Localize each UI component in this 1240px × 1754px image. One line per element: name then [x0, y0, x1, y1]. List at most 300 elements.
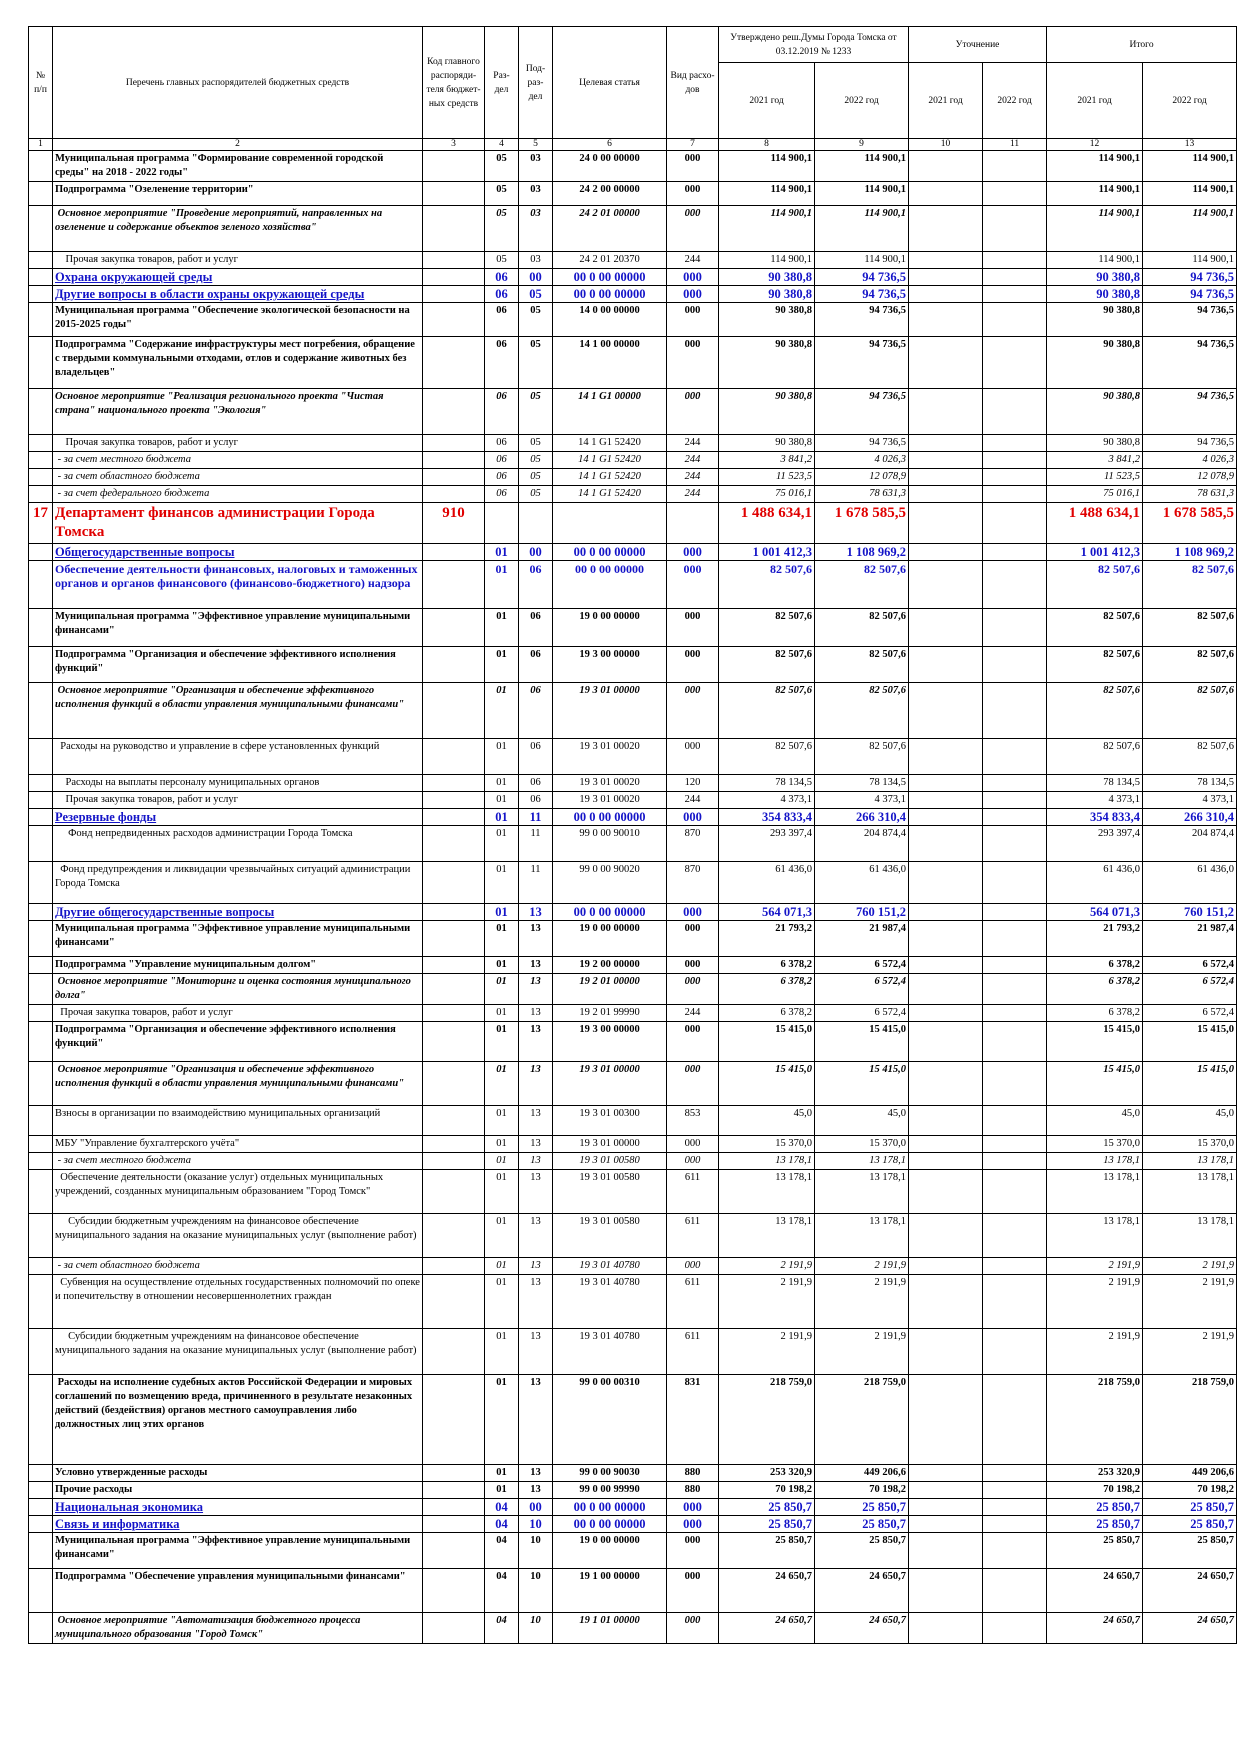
- row-number: [29, 544, 53, 561]
- row-kod: [423, 1106, 485, 1136]
- row-kod: [423, 206, 485, 252]
- row-vid: 000: [667, 561, 719, 609]
- row-utoch-2022: [983, 1214, 1047, 1258]
- row-kod: [423, 1499, 485, 1516]
- row-podrazdel: 13: [519, 1136, 553, 1153]
- row-itogo-2022: 15 415,0: [1143, 1022, 1237, 1062]
- table-row: [29, 683, 1237, 739]
- row-itogo-2022: 4 026,3: [1143, 452, 1237, 469]
- row-kod: [423, 775, 485, 792]
- row-utoch-2021: [909, 862, 983, 904]
- row-kod: [423, 1275, 485, 1329]
- row-number: [29, 792, 53, 809]
- row-podrazdel: 10: [519, 1613, 553, 1644]
- row-number: [29, 151, 53, 182]
- table-row: [29, 337, 1237, 389]
- row-number: [29, 452, 53, 469]
- row-number: [29, 269, 53, 286]
- row-number: [29, 1569, 53, 1613]
- row-utoch-2021: [909, 1516, 983, 1533]
- row-number: [29, 1499, 53, 1516]
- row-podrazdel: 11: [519, 826, 553, 862]
- table-row: [29, 303, 1237, 337]
- table-row: [29, 792, 1237, 809]
- table-row: [29, 921, 1237, 957]
- row-utoch-2022: [983, 1153, 1047, 1170]
- row-kod: [423, 1258, 485, 1275]
- row-utoch-2021: [909, 389, 983, 435]
- row-itogo-2021: 82 507,6: [1047, 683, 1143, 739]
- column-number: 13: [1143, 139, 1237, 151]
- row-utv-2021: 82 507,6: [719, 609, 815, 647]
- row-number: [29, 683, 53, 739]
- row-vid: 244: [667, 792, 719, 809]
- row-itogo-2022: 94 736,5: [1143, 303, 1237, 337]
- row-celevaya: 00 0 00 00000: [553, 561, 667, 609]
- row-name: Связь и информатика: [53, 1516, 423, 1533]
- row-name: Расходы на исполнение судебных актов Российской Федерации и мировых соглашений по возмещению вреда, причиненного в результате незаконных действий (бездействия) органов местного самоуправления либо должностных лиц этих органов: [53, 1375, 423, 1465]
- row-utv-2022: 24 650,7: [815, 1613, 909, 1644]
- row-vid: 611: [667, 1275, 719, 1329]
- row-kod: [423, 1136, 485, 1153]
- row-itogo-2022: 94 736,5: [1143, 435, 1237, 452]
- row-name: Основное мероприятие "Организация и обеспечение эффективного исполнения функций в области управления муниципальными финансами": [53, 1062, 423, 1106]
- row-razdel: 06: [485, 269, 519, 286]
- row-utv-2022: 760 151,2: [815, 904, 909, 921]
- row-number: [29, 1136, 53, 1153]
- row-vid: 000: [667, 904, 719, 921]
- row-utoch-2022: [983, 1482, 1047, 1499]
- row-utoch-2021: [909, 1153, 983, 1170]
- row-kod: [423, 1153, 485, 1170]
- row-utoch-2022: [983, 974, 1047, 1005]
- row-utoch-2021: [909, 957, 983, 974]
- row-utoch-2021: [909, 1136, 983, 1153]
- row-utv-2021: 25 850,7: [719, 1533, 815, 1569]
- row-podrazdel: 13: [519, 921, 553, 957]
- table-row: [29, 269, 1237, 286]
- row-kod: [423, 1005, 485, 1022]
- row-razdel: 01: [485, 921, 519, 957]
- row-kod: [423, 1613, 485, 1644]
- row-celevaya: 24 2 01 00000: [553, 206, 667, 252]
- row-kod: [423, 1465, 485, 1482]
- row-celevaya: 19 3 00 00000: [553, 647, 667, 683]
- row-celevaya: 00 0 00 00000: [553, 1499, 667, 1516]
- row-vid: 000: [667, 286, 719, 303]
- row-podrazdel: 05: [519, 286, 553, 303]
- row-itogo-2022: 25 850,7: [1143, 1499, 1237, 1516]
- column-number: 11: [983, 139, 1047, 151]
- row-utv-2021: 25 850,7: [719, 1499, 815, 1516]
- row-itogo-2022: 82 507,6: [1143, 739, 1237, 775]
- row-kod: [423, 809, 485, 826]
- row-itogo-2021: 293 397,4: [1047, 826, 1143, 862]
- row-name: Муниципальная программа "Эффективное управление муниципальными финансами": [53, 1533, 423, 1569]
- row-kod: [423, 469, 485, 486]
- row-razdel: 01: [485, 974, 519, 1005]
- row-itogo-2022: 94 736,5: [1143, 286, 1237, 303]
- row-utoch-2022: [983, 739, 1047, 775]
- row-number: [29, 286, 53, 303]
- row-utv-2021: 61 436,0: [719, 862, 815, 904]
- table-row: [29, 1136, 1237, 1153]
- row-name: Резервные фонды: [53, 809, 423, 826]
- row-number: [29, 1482, 53, 1499]
- row-utv-2021: 2 191,9: [719, 1258, 815, 1275]
- row-utoch-2021: [909, 1482, 983, 1499]
- row-podrazdel: 13: [519, 1062, 553, 1106]
- row-utv-2021: 2 191,9: [719, 1329, 815, 1375]
- row-utoch-2022: [983, 647, 1047, 683]
- row-utv-2022: 13 178,1: [815, 1170, 909, 1214]
- row-number: 17: [29, 503, 53, 544]
- row-utv-2021: 90 380,8: [719, 435, 815, 452]
- row-utv-2022: 94 736,5: [815, 269, 909, 286]
- row-utv-2022: 82 507,6: [815, 739, 909, 775]
- row-vid: 244: [667, 252, 719, 269]
- row-utv-2022: 94 736,5: [815, 303, 909, 337]
- header-podrazdel: Под-раз-дел: [519, 27, 553, 139]
- column-number: 4: [485, 139, 519, 151]
- row-vid: 000: [667, 1062, 719, 1106]
- row-itogo-2022: 449 206,6: [1143, 1465, 1237, 1482]
- row-utv-2021: 82 507,6: [719, 739, 815, 775]
- row-utv-2021: 21 793,2: [719, 921, 815, 957]
- row-utv-2022: 266 310,4: [815, 809, 909, 826]
- row-utv-2022: 13 178,1: [815, 1153, 909, 1170]
- table-body: [29, 151, 1237, 1644]
- column-number: 1: [29, 139, 53, 151]
- row-vid: 000: [667, 1153, 719, 1170]
- row-itogo-2022: 6 572,4: [1143, 974, 1237, 1005]
- row-number: [29, 252, 53, 269]
- row-name: Условно утвержденные расходы: [53, 1465, 423, 1482]
- row-number: [29, 435, 53, 452]
- row-kod: [423, 1022, 485, 1062]
- table-row: [29, 1533, 1237, 1569]
- row-number: [29, 809, 53, 826]
- header-vid: Вид расхо-дов: [667, 27, 719, 139]
- row-number: [29, 1022, 53, 1062]
- row-utoch-2022: [983, 435, 1047, 452]
- row-celevaya: 19 3 01 00580: [553, 1170, 667, 1214]
- row-name: Муниципальная программа "Обеспечение экологической безопасности на 2015-2025 годы": [53, 303, 423, 337]
- row-utv-2022: 82 507,6: [815, 683, 909, 739]
- row-utoch-2022: [983, 1533, 1047, 1569]
- row-utoch-2021: [909, 1106, 983, 1136]
- row-utoch-2021: [909, 1022, 983, 1062]
- row-utv-2022: 82 507,6: [815, 647, 909, 683]
- row-number: [29, 1153, 53, 1170]
- row-name: Муниципальная программа "Эффективное управление муниципальными финансами": [53, 609, 423, 647]
- row-podrazdel: 05: [519, 337, 553, 389]
- row-utv-2022: 82 507,6: [815, 609, 909, 647]
- row-name: Субсидии бюджетным учреждениям на финансовое обеспечение муниципального задания на оказание муниципальных услуг (выполнение работ): [53, 1329, 423, 1375]
- row-name: Обеспечение деятельности финансовых, налоговых и таможенных органов и органов финансового (финансово-бюджетного) надзора: [53, 561, 423, 609]
- row-itogo-2021: 13 178,1: [1047, 1214, 1143, 1258]
- row-utoch-2022: [983, 1005, 1047, 1022]
- row-utv-2021: 114 900,1: [719, 206, 815, 252]
- row-kod: [423, 1482, 485, 1499]
- row-razdel: 05: [485, 252, 519, 269]
- row-razdel: 05: [485, 151, 519, 182]
- row-podrazdel: 13: [519, 974, 553, 1005]
- row-utv-2021: 3 841,2: [719, 452, 815, 469]
- row-razdel: 01: [485, 561, 519, 609]
- row-utoch-2022: [983, 921, 1047, 957]
- row-itogo-2022: 78 134,5: [1143, 775, 1237, 792]
- row-podrazdel: 05: [519, 435, 553, 452]
- row-utv-2021: 90 380,8: [719, 303, 815, 337]
- row-kod: [423, 182, 485, 206]
- row-utoch-2022: [983, 1516, 1047, 1533]
- row-itogo-2022: 114 900,1: [1143, 182, 1237, 206]
- row-razdel: 05: [485, 206, 519, 252]
- row-celevaya: 19 3 01 40780: [553, 1258, 667, 1275]
- row-number: [29, 974, 53, 1005]
- row-utv-2021: 6 378,2: [719, 957, 815, 974]
- row-name: - за счет областного бюджета: [53, 1258, 423, 1275]
- row-number: [29, 1329, 53, 1375]
- row-razdel: 01: [485, 1329, 519, 1375]
- row-name: Субсидии бюджетным учреждениям на финансовое обеспечение муниципального задания на оказание муниципальных услуг (выполнение работ): [53, 1214, 423, 1258]
- row-number: [29, 647, 53, 683]
- row-utoch-2022: [983, 337, 1047, 389]
- row-utv-2021: 82 507,6: [719, 683, 815, 739]
- row-vid: [667, 503, 719, 544]
- row-name: МБУ "Управление бухгалтерского учёта": [53, 1136, 423, 1153]
- header-kod: Код главного распоряди-теля бюджет-ных средств: [423, 27, 485, 139]
- row-razdel: 04: [485, 1533, 519, 1569]
- row-vid: 000: [667, 1022, 719, 1062]
- row-utv-2022: 4 373,1: [815, 792, 909, 809]
- row-utoch-2021: [909, 1465, 983, 1482]
- row-celevaya: 00 0 00 00000: [553, 544, 667, 561]
- row-itogo-2021: 82 507,6: [1047, 561, 1143, 609]
- row-utv-2022: 25 850,7: [815, 1499, 909, 1516]
- header-num: № п/п: [29, 27, 53, 139]
- row-itogo-2022: 15 370,0: [1143, 1136, 1237, 1153]
- row-itogo-2022: 12 078,9: [1143, 469, 1237, 486]
- row-name: Прочая закупка товаров, работ и услуг: [53, 252, 423, 269]
- row-itogo-2021: 25 850,7: [1047, 1533, 1143, 1569]
- row-itogo-2021: 3 841,2: [1047, 452, 1143, 469]
- row-itogo-2022: 114 900,1: [1143, 252, 1237, 269]
- row-number: [29, 826, 53, 862]
- row-podrazdel: 03: [519, 252, 553, 269]
- header-year: 2022 год: [815, 63, 909, 139]
- row-itogo-2021: 90 380,8: [1047, 337, 1143, 389]
- row-utv-2021: 11 523,5: [719, 469, 815, 486]
- row-utv-2021: 70 198,2: [719, 1482, 815, 1499]
- header-razdel: Раз-дел: [485, 27, 519, 139]
- row-kod: [423, 269, 485, 286]
- row-utoch-2022: [983, 206, 1047, 252]
- row-utoch-2022: [983, 1569, 1047, 1613]
- column-number-row: [29, 139, 1237, 151]
- row-utoch-2021: [909, 486, 983, 503]
- row-utv-2021: 15 415,0: [719, 1062, 815, 1106]
- row-kod: [423, 252, 485, 269]
- row-utv-2022: 78 134,5: [815, 775, 909, 792]
- row-number: [29, 337, 53, 389]
- row-razdel: 04: [485, 1516, 519, 1533]
- row-itogo-2021: 75 016,1: [1047, 486, 1143, 503]
- row-utoch-2022: [983, 1106, 1047, 1136]
- row-utv-2021: 114 900,1: [719, 182, 815, 206]
- row-number: [29, 486, 53, 503]
- row-kod: [423, 1329, 485, 1375]
- row-podrazdel: 00: [519, 544, 553, 561]
- row-name: Прочая закупка товаров, работ и услуг: [53, 792, 423, 809]
- table-row: [29, 1258, 1237, 1275]
- row-itogo-2021: 61 436,0: [1047, 862, 1143, 904]
- row-vid: 611: [667, 1329, 719, 1375]
- row-utv-2021: 90 380,8: [719, 269, 815, 286]
- row-utoch-2022: [983, 452, 1047, 469]
- row-utoch-2021: [909, 1170, 983, 1214]
- row-utv-2021: 90 380,8: [719, 286, 815, 303]
- row-podrazdel: 13: [519, 1153, 553, 1170]
- row-utv-2022: 449 206,6: [815, 1465, 909, 1482]
- row-razdel: 01: [485, 683, 519, 739]
- row-celevaya: 14 1 G1 52420: [553, 469, 667, 486]
- table-row: [29, 809, 1237, 826]
- row-utoch-2022: [983, 561, 1047, 609]
- row-itogo-2022: 21 987,4: [1143, 921, 1237, 957]
- column-number: 9: [815, 139, 909, 151]
- row-itogo-2022: 204 874,4: [1143, 826, 1237, 862]
- table-row: [29, 252, 1237, 269]
- row-name: - за счет местного бюджета: [53, 1153, 423, 1170]
- row-celevaya: 99 0 00 90010: [553, 826, 667, 862]
- row-utv-2022: 78 631,3: [815, 486, 909, 503]
- row-itogo-2021: 45,0: [1047, 1106, 1143, 1136]
- row-itogo-2022: 1 678 585,5: [1143, 503, 1237, 544]
- row-number: [29, 303, 53, 337]
- row-celevaya: 19 0 00 00000: [553, 609, 667, 647]
- row-vid: 000: [667, 1136, 719, 1153]
- row-name: Субвенция на осуществление отдельных государственных полномочий по опеке и попечительству в отношении несовершеннолетних граждан: [53, 1275, 423, 1329]
- row-razdel: 06: [485, 286, 519, 303]
- row-itogo-2021: 218 759,0: [1047, 1375, 1143, 1465]
- row-kod: [423, 826, 485, 862]
- row-podrazdel: 11: [519, 809, 553, 826]
- row-utv-2022: 94 736,5: [815, 435, 909, 452]
- table-row: [29, 904, 1237, 921]
- row-itogo-2021: 253 320,9: [1047, 1465, 1143, 1482]
- row-name: Муниципальная программа "Эффективное управление муниципальными финансами": [53, 921, 423, 957]
- row-utoch-2022: [983, 904, 1047, 921]
- row-itogo-2022: 760 151,2: [1143, 904, 1237, 921]
- row-kod: [423, 1516, 485, 1533]
- row-itogo-2021: 13 178,1: [1047, 1153, 1143, 1170]
- row-vid: 000: [667, 974, 719, 1005]
- row-celevaya: 19 3 01 00000: [553, 1062, 667, 1106]
- row-itogo-2022: 82 507,6: [1143, 683, 1237, 739]
- row-utoch-2022: [983, 182, 1047, 206]
- row-podrazdel: 00: [519, 1499, 553, 1516]
- row-utoch-2021: [909, 503, 983, 544]
- row-utoch-2022: [983, 826, 1047, 862]
- row-utoch-2022: [983, 286, 1047, 303]
- row-number: [29, 957, 53, 974]
- row-utv-2022: 94 736,5: [815, 389, 909, 435]
- table-row: [29, 1022, 1237, 1062]
- row-razdel: 06: [485, 469, 519, 486]
- row-itogo-2022: 78 631,3: [1143, 486, 1237, 503]
- row-kod: [423, 862, 485, 904]
- row-name: Прочая закупка товаров, работ и услуг: [53, 435, 423, 452]
- row-utoch-2021: [909, 182, 983, 206]
- row-celevaya: 19 3 00 00000: [553, 1022, 667, 1062]
- row-itogo-2021: 11 523,5: [1047, 469, 1143, 486]
- row-name: Департамент финансов администрации Города Томска: [53, 503, 423, 544]
- table-row: [29, 151, 1237, 182]
- row-utoch-2021: [909, 974, 983, 1005]
- row-vid: 000: [667, 647, 719, 683]
- table-row: [29, 182, 1237, 206]
- table-row: [29, 775, 1237, 792]
- row-celevaya: 00 0 00 00000: [553, 269, 667, 286]
- row-razdel: 06: [485, 452, 519, 469]
- row-razdel: 01: [485, 1106, 519, 1136]
- row-podrazdel: 06: [519, 561, 553, 609]
- row-name: Национальная экономика: [53, 1499, 423, 1516]
- row-itogo-2021: 114 900,1: [1047, 151, 1143, 182]
- column-number: 12: [1047, 139, 1143, 151]
- table-row: [29, 469, 1237, 486]
- row-number: [29, 469, 53, 486]
- row-utoch-2021: [909, 206, 983, 252]
- row-razdel: 01: [485, 904, 519, 921]
- row-razdel: 05: [485, 182, 519, 206]
- row-podrazdel: 10: [519, 1516, 553, 1533]
- row-number: [29, 1170, 53, 1214]
- row-podrazdel: 13: [519, 1375, 553, 1465]
- row-number: [29, 1533, 53, 1569]
- table-row: [29, 1465, 1237, 1482]
- row-number: [29, 1516, 53, 1533]
- row-utv-2022: 6 572,4: [815, 957, 909, 974]
- row-razdel: 01: [485, 792, 519, 809]
- table-row: [29, 739, 1237, 775]
- table-row: [29, 1005, 1237, 1022]
- row-vid: 000: [667, 337, 719, 389]
- row-utoch-2022: [983, 252, 1047, 269]
- row-itogo-2021: 15 415,0: [1047, 1062, 1143, 1106]
- row-vid: 000: [667, 809, 719, 826]
- row-celevaya: 14 1 G1 52420: [553, 435, 667, 452]
- table-row: [29, 1153, 1237, 1170]
- row-itogo-2022: 82 507,6: [1143, 609, 1237, 647]
- row-itogo-2021: 1 488 634,1: [1047, 503, 1143, 544]
- row-razdel: 01: [485, 1465, 519, 1482]
- row-itogo-2021: 6 378,2: [1047, 974, 1143, 1005]
- row-utoch-2022: [983, 269, 1047, 286]
- row-celevaya: 24 0 00 00000: [553, 151, 667, 182]
- row-utoch-2022: [983, 792, 1047, 809]
- row-razdel: 04: [485, 1613, 519, 1644]
- row-itogo-2021: 25 850,7: [1047, 1499, 1143, 1516]
- row-utv-2022: 25 850,7: [815, 1516, 909, 1533]
- row-number: [29, 1258, 53, 1275]
- row-podrazdel: 11: [519, 862, 553, 904]
- row-number: [29, 775, 53, 792]
- row-vid: 000: [667, 957, 719, 974]
- header-celevaya: Целевая статья: [553, 27, 667, 139]
